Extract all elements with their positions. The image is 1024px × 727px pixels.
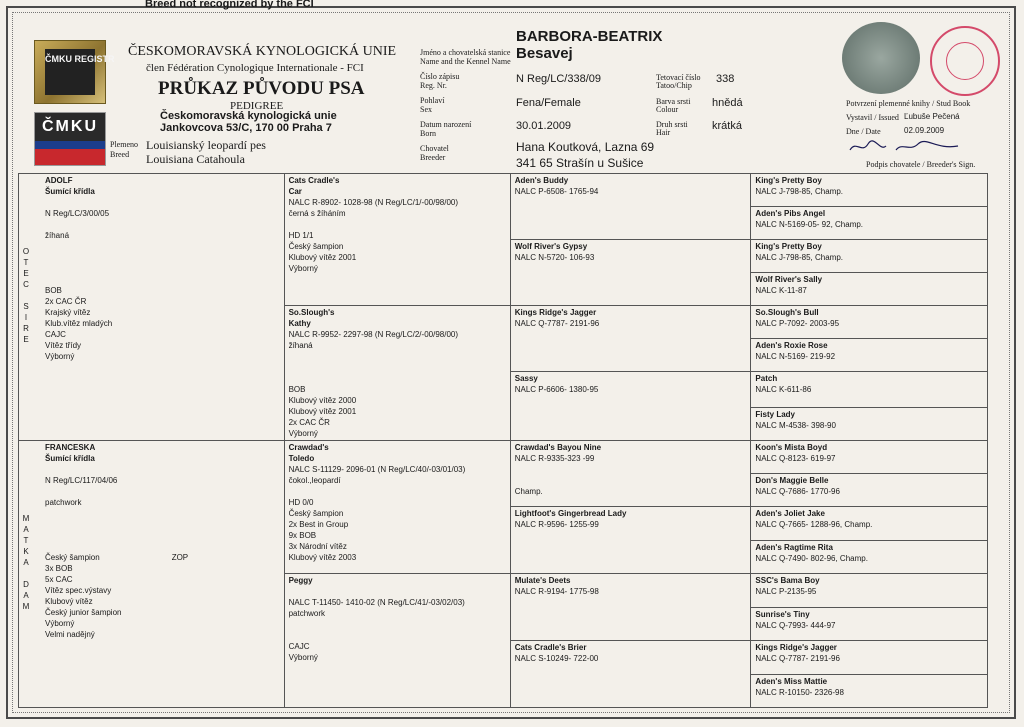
grandparent-cell xyxy=(284,174,510,306)
grandparent-info xyxy=(289,630,506,641)
issued-value: Ľubuše Pečená xyxy=(904,112,960,121)
grandparent-info: BOB xyxy=(288,385,306,394)
great-grandparent-cell xyxy=(510,372,751,441)
great-grandparent-info: NALC P-6508- 1765-94 xyxy=(514,187,599,196)
dam-side-letters xyxy=(19,513,33,612)
dam-zop: ZOP xyxy=(171,553,189,562)
ancestor-info: NALC Q-7993- 444-97 xyxy=(755,621,836,630)
dog-kennel: Besavej xyxy=(516,45,573,62)
tattoo-label-en: Tatoo/Chip xyxy=(656,81,692,90)
pedigree-table xyxy=(18,173,988,708)
ancestor-cell xyxy=(751,372,988,408)
studbook-label: Potvrzení plemenné knihy / Stud Book xyxy=(846,99,971,108)
sire-title: CAJC xyxy=(45,330,66,339)
great-grandparent-info: Champ. xyxy=(514,487,543,496)
ancestor-info: NALC P-7092- 2003-95 xyxy=(755,319,840,328)
grandparent-info: Klubový vítěz 2001 xyxy=(288,407,357,416)
side-letter: A xyxy=(23,591,29,600)
sire-title: 2x CAC ČR xyxy=(45,297,87,306)
great-grandparent-cell xyxy=(510,174,751,240)
side-letter: O xyxy=(22,247,30,256)
badge-text: ČMKU REGISTR xyxy=(45,49,95,95)
grandparent-info: černá s žíháním xyxy=(288,209,346,218)
ancestor-info: NALC R-10150- 2326-98 xyxy=(755,688,844,697)
great-grandparent-info: NALC N-5720- 106-93 xyxy=(514,253,595,262)
grandparent-kennel: Toledo xyxy=(288,454,315,463)
grandparent-info: Klubový vítěz 2001 xyxy=(288,253,357,262)
great-grandparent-cell xyxy=(510,441,751,507)
sex-label-en: Sex xyxy=(420,105,432,114)
ancestor-info: NALC J-798-85, Champ. xyxy=(755,253,844,262)
hair-label-en: Hair xyxy=(656,128,671,137)
date-label: Dne / Date xyxy=(846,127,881,136)
great-grandparent-name: Wolf River's Gypsy xyxy=(514,242,588,251)
grandparent-info: Český šampion xyxy=(288,509,344,518)
spacer xyxy=(45,508,280,519)
ancestor-cell xyxy=(751,441,988,474)
ancestor-name: Wolf River's Sally xyxy=(755,275,823,284)
spacer xyxy=(45,252,280,263)
org-name-2: Českomoravská kynologická unie xyxy=(160,110,337,122)
spacer xyxy=(45,241,280,252)
side-letter: I xyxy=(24,313,28,322)
dam-title: Český šampion ZOP xyxy=(45,553,189,562)
great-grandparent-name: Crawdad's Bayou Nine xyxy=(514,443,602,452)
dam-title: Vítěz spec.výstavy xyxy=(45,586,112,595)
hologram-seal xyxy=(842,22,920,94)
grandparent-info: 2x CAC ČR xyxy=(288,418,330,427)
great-grandparent-info: NALC R-9335-323 -99 xyxy=(514,454,595,463)
grandparent-info: NALC T-11450- 1410-02 (N Reg/LC/41/-03/02/03) xyxy=(288,598,465,607)
fci-member: člen Fédération Cynologique Internationale - FCI xyxy=(146,62,364,74)
ancestor-info: NALC N-5169-05- 92, Champ. xyxy=(755,220,864,229)
spacer xyxy=(45,197,280,208)
tattoo-label: Tetovací číslo xyxy=(656,73,701,82)
grandparent-info xyxy=(289,486,506,497)
tattoo-value: 338 xyxy=(716,73,735,85)
spacer xyxy=(45,263,280,274)
grandparent-name: Peggy xyxy=(288,576,313,585)
ancestor-name: Kings Ridge's Jagger xyxy=(755,643,837,652)
great-grandparent-info: NALC P-6606- 1380-95 xyxy=(514,385,599,394)
ancestor-info: NALC P-2135-95 xyxy=(755,587,817,596)
dam-title: Český junior šampion xyxy=(45,608,122,617)
spacer xyxy=(45,219,280,230)
side-letter: E xyxy=(23,335,29,344)
side-letter: D xyxy=(23,580,29,589)
great-grandparent-info: NALC Q-7787- 2191-96 xyxy=(514,319,600,328)
colour-label-en: Colour xyxy=(656,105,679,114)
document-subtitle: PEDIGREE xyxy=(230,100,284,112)
side-letter: A xyxy=(23,525,29,534)
cmku-registr-badge xyxy=(34,40,115,104)
great-grandparent-cell xyxy=(510,240,751,306)
ancestor-name: Fisty Lady xyxy=(755,410,795,419)
dam-title: Výborný xyxy=(45,619,75,628)
spacer xyxy=(19,568,33,579)
name-label: Jméno a chovatelská stanice xyxy=(420,48,511,57)
sire-reg: N Reg/LC/3/00/05 xyxy=(45,209,110,218)
ancestor-cell xyxy=(751,306,988,339)
ancestor-info: NALC Q-7490- 802-96, Champ. xyxy=(755,554,868,563)
born-label: Datum narození xyxy=(420,120,472,129)
grandparent-info: žíhaná xyxy=(288,341,313,350)
org-name: ČESKOMORAVSKÁ KYNOLOGICKÁ UNIE xyxy=(128,44,397,59)
date-value: 02.09.2009 xyxy=(904,126,945,135)
born-label-en: Born xyxy=(420,129,436,138)
dam-reg: N Reg/LC/117/04/06 xyxy=(45,476,118,485)
breed-label: Plemeno xyxy=(110,140,138,149)
great-grandparent-info: NALC R-9596- 1255-99 xyxy=(514,520,599,529)
side-letter: T xyxy=(23,258,29,267)
great-grandparent-cell xyxy=(510,574,751,641)
cmku-logo xyxy=(34,112,106,166)
ancestor-cell xyxy=(751,240,988,273)
grandparent-info: HD 1/1 xyxy=(288,231,314,240)
ancestor-info: NALC M-4538- 398-90 xyxy=(755,421,836,430)
ancestor-info: NALC Q-8123- 619-97 xyxy=(755,454,836,463)
grandparent-info: Český šampion xyxy=(288,242,344,251)
ancestor-info: NALC Q-7787- 2191-96 xyxy=(755,654,840,663)
grandparent-info: NALC R-9952- 2297-98 (N Reg/LC/2/-00/98/00) xyxy=(288,330,458,339)
issued-label: Vystavil / Issued xyxy=(846,113,899,122)
spacer xyxy=(19,290,33,301)
great-grandparent-name: Cats Cradle's Brier xyxy=(514,643,587,652)
ancestor-cell xyxy=(751,641,988,675)
ancestor-name: Koon's Mista Boyd xyxy=(755,443,828,452)
great-grandparent-info: NALC R-9194- 1775-98 xyxy=(514,587,599,596)
sire-name: ADOLF xyxy=(45,176,73,185)
breeder-label-en: Breeder xyxy=(420,153,446,162)
sire-title: Vítěz třídy xyxy=(45,341,82,350)
ancestor-info: NALC K-611-86 xyxy=(755,385,812,394)
grandparent-cell xyxy=(284,441,510,574)
spacer xyxy=(45,274,280,285)
great-grandparent-name: Mulate's Deets xyxy=(514,576,571,585)
sire-colour: žíhaná xyxy=(45,231,70,240)
ancestor-name: Patch xyxy=(755,374,778,383)
side-letter: K xyxy=(23,547,29,556)
dam-title: Velmi nadějný xyxy=(45,630,95,639)
dog-born: 30.01.2009 xyxy=(516,120,572,132)
ancestor-name: Aden's Ragtime Rita xyxy=(755,543,833,552)
ancestor-info: NALC J-798-85, Champ. xyxy=(755,187,844,196)
side-letter: S xyxy=(23,302,29,311)
logo-text: ČMKU xyxy=(35,113,105,141)
grandparent-info xyxy=(289,351,506,362)
spacer xyxy=(45,541,280,552)
grandparent-name: So.Slough's xyxy=(288,308,335,317)
breeder-line-2: 341 65 Strašín u Sušice xyxy=(516,156,644,170)
ancestor-cell xyxy=(751,608,988,641)
sire-side-letters xyxy=(19,246,33,345)
sire-title: Krajský vítěz xyxy=(45,308,91,317)
grandparent-cell xyxy=(284,574,510,708)
grandparent-info xyxy=(289,219,506,230)
dog-reg: N Reg/LC/338/09 xyxy=(516,73,601,85)
grandparent-info: NALC S-11129- 2096-01 (N Reg/LC/40/-03/01/03) xyxy=(288,465,466,474)
ancestor-name: Aden's Roxie Rose xyxy=(755,341,828,350)
grandparent-name: Crawdad's xyxy=(288,443,329,452)
dam-kennel: Šumící křídla xyxy=(45,454,95,463)
grandparent-kennel: Car xyxy=(288,187,302,196)
grandparent-info: Výborný xyxy=(288,653,318,662)
ancestor-cell xyxy=(751,675,988,708)
ancestor-name: King's Pretty Boy xyxy=(755,176,822,185)
grandparent-info: 2x Best in Group xyxy=(288,520,349,529)
colour-value: hnědá xyxy=(712,97,743,109)
spacer xyxy=(45,530,280,541)
ancestor-name: SSC's Bama Boy xyxy=(755,576,820,585)
great-grandparent-info: NALC S-10249- 722-00 xyxy=(514,654,599,663)
side-letter: T xyxy=(23,536,29,545)
great-grandparent-name: Sassy xyxy=(514,374,538,383)
dam-title: Klubový vítěz xyxy=(45,597,93,606)
breed-label-en: Breed xyxy=(110,150,130,159)
hair-value: krátká xyxy=(712,120,742,132)
grandparent-info: CAJC xyxy=(288,642,310,651)
ancestor-cell xyxy=(751,541,988,574)
breeder-label: Chovatel xyxy=(420,144,449,153)
great-grandparent-name: Aden's Buddy xyxy=(514,176,569,185)
great-grandparent-info xyxy=(515,475,747,486)
grandparent-info: 3x Národní vítěz xyxy=(288,542,347,551)
ancestor-cell xyxy=(751,408,988,441)
ancestor-cell xyxy=(751,207,988,240)
side-letter: C xyxy=(23,280,29,289)
ancestor-name: Aden's Joliet Jake xyxy=(755,509,825,518)
ancestor-name: Aden's Miss Mattie xyxy=(755,677,828,686)
grandparent-info: Klubový vítěz 2000 xyxy=(288,396,357,405)
dam-colour: patchwork xyxy=(45,498,82,507)
ancestor-cell xyxy=(751,339,988,372)
grandparent-cell xyxy=(284,306,510,441)
grandparent-info xyxy=(289,619,506,630)
dog-name: BARBORA-BEATRIX xyxy=(516,28,663,45)
grandparent-info: 9x BOB xyxy=(288,531,317,540)
breeder-signature xyxy=(846,138,966,156)
breed-notice: Breed not recognized by the FCI xyxy=(145,0,314,10)
dog-sex: Fena/Female xyxy=(516,97,581,109)
grandparent-info: HD 0/0 xyxy=(288,498,314,507)
great-grandparent-info xyxy=(515,464,747,475)
sire-title: Klub.vítěz mladých xyxy=(45,319,113,328)
ancestor-cell xyxy=(751,174,988,207)
grandparent-info xyxy=(289,586,506,597)
grandparent-info: patchwork xyxy=(288,609,326,618)
name-label-en: Name and the Kennel Name xyxy=(420,57,511,66)
ancestor-name: So.Slough's Bull xyxy=(755,308,819,317)
ancestor-info: NALC Q-7665- 1288-96, Champ. xyxy=(755,520,873,529)
ancestor-cell xyxy=(751,273,988,306)
ancestor-cell xyxy=(751,507,988,541)
grandparent-info: NALC R-8902- 1028-98 (N Reg/LC/1/-00/98/00) xyxy=(288,198,458,207)
sex-label: Pohlaví xyxy=(420,96,445,105)
ancestor-info: NALC Q-7686- 1770-96 xyxy=(755,487,840,496)
side-letter: M xyxy=(22,602,30,611)
spacer xyxy=(45,519,280,530)
ancestor-name: King's Pretty Boy xyxy=(755,242,822,251)
reg-label-en: Reg. Nr. xyxy=(420,81,447,90)
ancestor-name: Aden's Pibs Angel xyxy=(755,209,826,218)
breeder-sign-label: Podpis chovatele / Breeder's Sign. xyxy=(866,160,976,169)
great-grandparent-cell xyxy=(510,306,751,372)
dam-cell xyxy=(19,441,285,708)
reg-label: Číslo zápisu xyxy=(420,72,460,81)
sire-cell xyxy=(19,174,285,441)
colour-label: Barva srsti xyxy=(656,97,691,106)
grandparent-info: Výborný xyxy=(288,264,318,273)
spacer xyxy=(45,464,280,475)
studbook-stamp xyxy=(930,26,1000,96)
spacer xyxy=(45,486,280,497)
ancestor-name: Sunrise's Tiny xyxy=(755,610,810,619)
breeder-line-1: Hana Koutková, Lazna 69 xyxy=(516,140,655,154)
hair-label: Druh srsti xyxy=(656,120,688,129)
great-grandparent-name: Lightfoot's Gingerbread Lady xyxy=(514,509,627,518)
sire-title: Výborný xyxy=(45,352,75,361)
great-grandparent-cell xyxy=(510,507,751,574)
side-letter: E xyxy=(23,269,29,278)
great-grandparent-cell xyxy=(510,641,751,708)
pedigree-row xyxy=(19,174,988,207)
great-grandparent-name: Kings Ridge's Jagger xyxy=(514,308,597,317)
grandparent-info: čokol.,leopardí xyxy=(288,476,341,485)
ancestor-info: NALC K-11-87 xyxy=(755,286,807,295)
breed-cz: Louisianský leopardí pes xyxy=(146,138,266,152)
pedigree-row xyxy=(19,441,988,474)
org-address: Jankovcova 53/C, 170 00 Praha 7 xyxy=(160,122,332,134)
side-letter: A xyxy=(23,558,29,567)
ancestor-info: NALC N-5169- 219-92 xyxy=(755,352,836,361)
sire-kennel: Šumící křídla xyxy=(45,187,95,196)
grandparent-kennel: Kathy xyxy=(288,319,311,328)
grandparent-info: Klubový vítěz 2003 xyxy=(288,553,357,562)
grandparent-info xyxy=(289,373,506,384)
side-letter: R xyxy=(23,324,29,333)
side-letter: M xyxy=(22,514,30,523)
grandparent-info: Výborný xyxy=(288,429,318,438)
sire-title: BOB xyxy=(45,286,62,295)
grandparent-name: Cats Cradle's xyxy=(288,176,340,185)
ancestor-cell xyxy=(751,574,988,608)
ancestor-cell xyxy=(751,474,988,507)
ancestor-name: Don's Maggie Belle xyxy=(755,476,829,485)
breed-en: Louisiana Catahoula xyxy=(146,152,245,166)
document-title: PRŮKAZ PŮVODU PSA xyxy=(158,78,365,99)
dam-name: FRANCESKA xyxy=(45,443,96,452)
dam-title: 5x CAC xyxy=(45,575,73,584)
dam-title: 3x BOB xyxy=(45,564,73,573)
grandparent-info xyxy=(289,362,506,373)
